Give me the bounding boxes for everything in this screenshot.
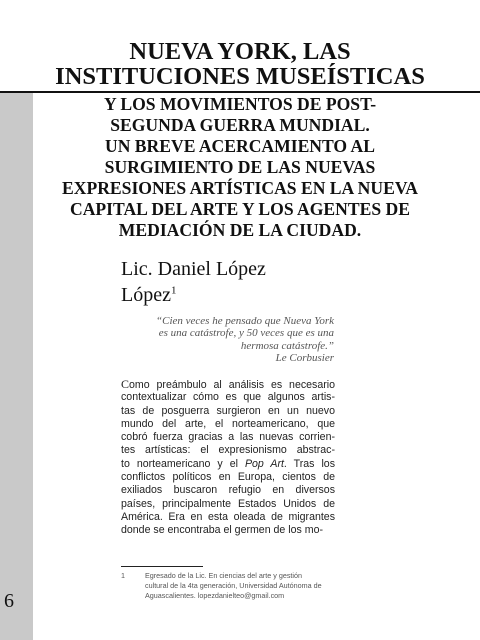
subtitle-line: EXPRESIONES ARTÍSTICAS EN LA NUEVA xyxy=(62,178,418,198)
drop-cap: C xyxy=(121,377,130,391)
footnote-number: 1 xyxy=(121,571,125,580)
body-line: exiliados buscaron refugio en diversos xyxy=(121,484,335,497)
article-subtitle xyxy=(40,94,440,241)
author-line-2 xyxy=(121,282,266,308)
margin-grey-band xyxy=(0,92,33,640)
epigraph-line: hermosa catástrofe.” xyxy=(240,339,334,352)
body-line xyxy=(121,458,335,471)
footnote-line: Aguascalientes. lopezdanielteo@gmail.com xyxy=(145,590,285,600)
article-title-line-1: NUEVA YORK, LAS xyxy=(129,38,351,65)
article-title-line-2: INSTITUCIONES MUSEÍSTICAS xyxy=(55,63,425,90)
body-line: conflictos políticos en Europa, cientos de xyxy=(121,471,335,484)
body-line: tas de posguerra surgieron en un nuevo xyxy=(121,404,335,417)
footnote-line: Egresado de la Lic. En ciencias del arte y gestión xyxy=(145,571,303,580)
footnote-rule xyxy=(121,566,203,567)
body-line: América. Era en esta oleada de migrantes xyxy=(121,510,335,523)
epigraph-line: es una catástrofe, y 50 veces que es una xyxy=(158,327,334,340)
subtitle-line: MEDIACIÓN DE LA CIUDAD. xyxy=(118,220,362,240)
body-line: contextualizar cómo es que algunos artis- xyxy=(121,391,335,404)
body-line: mundo del arte, el norteamericano, que xyxy=(121,417,335,430)
epigraph xyxy=(140,315,334,365)
title-rule xyxy=(0,91,480,93)
subtitle-line: CAPITAL DEL ARTE Y LOS AGENTES DE xyxy=(70,199,410,219)
body-line: tes artísticas: el expresionismo abstrac- xyxy=(121,444,335,457)
subtitle-line: UN BREVE ACERCAMIENTO AL xyxy=(105,136,375,156)
author-line-1: Lic. Daniel López xyxy=(121,258,266,280)
page-number: 6 xyxy=(4,590,14,612)
epigraph-attribution: Le Corbusier xyxy=(275,352,334,365)
author-surname: López xyxy=(121,284,171,306)
body-line-text: omo preámbulo al análisis es necesario xyxy=(129,379,335,391)
body-text xyxy=(121,378,335,538)
body-line-text: . Tras los xyxy=(283,457,335,470)
body-line-text: to norteamericano y el xyxy=(121,457,245,470)
body-line: países, principalmente Estados Unidos de xyxy=(121,497,335,510)
body-line xyxy=(121,378,335,391)
footnote-text xyxy=(145,571,345,600)
pop-art-italic: Pop Art xyxy=(244,457,284,470)
subtitle-line: SURGIMIENTO DE LAS NUEVAS xyxy=(104,157,376,177)
body-line: donde se encontraba el germen de los mo- xyxy=(121,524,323,537)
footnote-line: cultural de la 4ta generación, Universidad Autónoma de xyxy=(145,580,322,590)
author-name xyxy=(121,256,266,308)
epigraph-line: “Cien veces he pensado que Nueva York xyxy=(155,315,334,327)
subtitle-line: SEGUNDA GUERRA MUNDIAL. xyxy=(110,115,370,135)
footnote-mark[interactable]: 1 xyxy=(170,284,177,297)
body-line: cobró fuerza gracias a las nuevas corrien- xyxy=(121,431,335,444)
subtitle-line: Y LOS MOVIMIENTOS DE POST- xyxy=(103,94,377,114)
